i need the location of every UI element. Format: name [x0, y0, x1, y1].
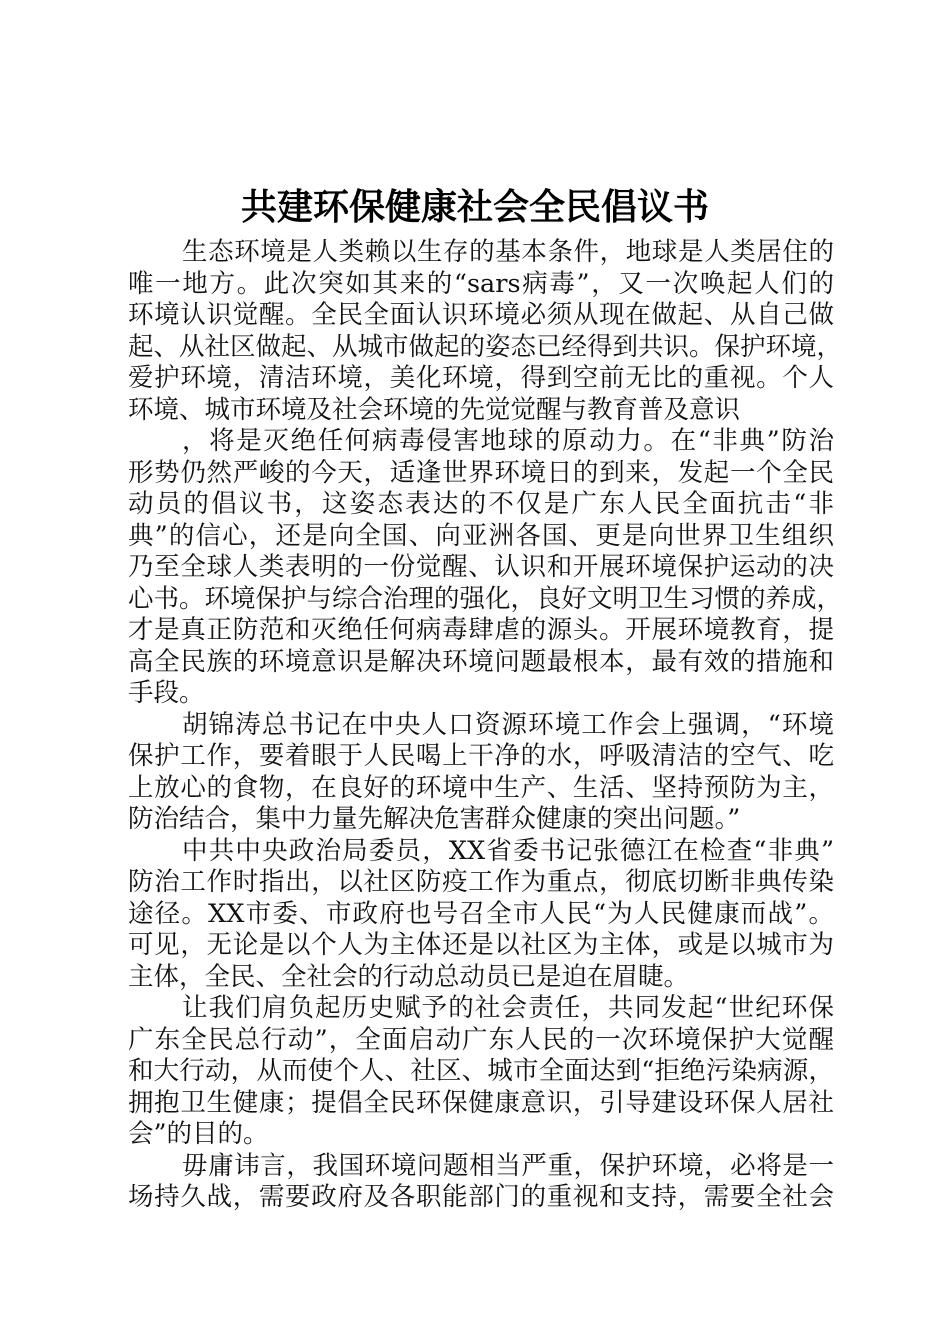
- text-line: 拥抱卫生健康；提倡全民环保健康意识，引导建设环保人居社: [128, 1087, 834, 1118]
- paragraph-2: [128, 426, 843, 710]
- text-line: 才是真正防范和灭绝任何病毒肆虐的源头。开展环境教育，提: [128, 615, 834, 645]
- paragraph-5: [128, 993, 834, 1151]
- text-line: 爱护环境，清洁环境，美化环境，得到空前无比的重视。个人: [128, 363, 834, 393]
- text-line: 中共中央政治局委员，XX省委书记张德江在检查“非典”: [182, 835, 834, 866]
- text-line: 和大行动，从而使个人、社区、城市全面达到“拒绝污染病源，: [128, 1056, 834, 1086]
- text-line: 会”的目的。: [128, 1119, 269, 1149]
- text-line: 上放心的食物，在良好的环境中生产、生活、坚持预防为主，: [128, 772, 834, 803]
- text-line: 生态环境是人类赖以生存的基本条件，地球是人类居住的: [182, 237, 834, 267]
- paragraph-6: [128, 1151, 834, 1214]
- text-line: 高全民族的环境意识是解决环境问题最根本，最有效的措施和: [128, 646, 834, 677]
- text-line: 防治结合，集中力量先解决危害群众健康的突出问题。”: [128, 804, 741, 834]
- text-line: 动员的倡议书，这姿态表达的不仅是广东人民全面抗击“非: [128, 489, 834, 519]
- text-line: 手段。: [128, 678, 205, 708]
- text-line: 防治工作时指出，以社区防疫工作为重点，彻底切断非典传染: [128, 867, 834, 897]
- text-line: 形势仍然严峻的今天，适逢世界环境日的到来，发起一个全民: [128, 457, 834, 488]
- text-line: 场持久战，需要政府及各职能部门的重视和支持，需要全社会: [128, 1182, 834, 1212]
- paragraph-4: [128, 836, 834, 994]
- text-line: 乃至全球人类表明的一份觉醒、认识和开展环境保护运动的决: [128, 552, 834, 582]
- text-line: 可见，无论是以个人为主体还是以社区为主体，或是以城市为: [128, 930, 834, 960]
- paragraph-1: [128, 237, 843, 426]
- text-line: ，将是灭绝任何病毒侵害地球的原动力。在“非典”防治: [182, 426, 834, 456]
- text-line: 唯一地方。此次突如其来的“sars病毒”，又一次唤起人们的: [128, 268, 834, 299]
- text-line: 毋庸讳言，我国环境问题相当严重，保护环境，必将是一: [182, 1150, 834, 1181]
- text-line: 途径。XX市委、市政府也号召全市人民“为人民健康而战”。: [128, 898, 834, 929]
- text-line: 广东全民总行动”，全面启动广东人民的一次环境保护大觉醒: [128, 1024, 834, 1055]
- text-line: 让我们肩负起历史赋予的社会责任，共同发起“世纪环保: [182, 993, 834, 1023]
- text-line: 保护工作，要着眼于人民喝上干净的水，呼吸清洁的空气、吃: [128, 741, 834, 771]
- text-line: 胡锦涛总书记在中央人口资源环境工作会上强调，“环境: [182, 709, 834, 740]
- text-line: 环境、城市环境及社会环境的先觉觉醒与教育普及意识: [128, 394, 741, 425]
- text-line: 心书。环境保护与综合治理的强化，良好文明卫生习惯的养成，: [128, 583, 843, 614]
- text-line: 典”的信心，还是向全国、向亚洲各国、更是向世界卫生组织: [128, 520, 834, 551]
- document-body: [128, 237, 843, 1214]
- paragraph-3: [128, 710, 834, 836]
- text-line: 环境认识觉醒。全民全面认识环境必须从现在做起、从自己做: [128, 300, 834, 330]
- text-line: 起、从社区做起、从城市做起的姿态已经得到共识。保护环境，: [128, 331, 843, 362]
- document-title: 共建环保健康社会全民倡议书: [240, 187, 709, 228]
- text-line: 主体，全民、全社会的行动总动员已是迫在眉睫。: [128, 961, 690, 992]
